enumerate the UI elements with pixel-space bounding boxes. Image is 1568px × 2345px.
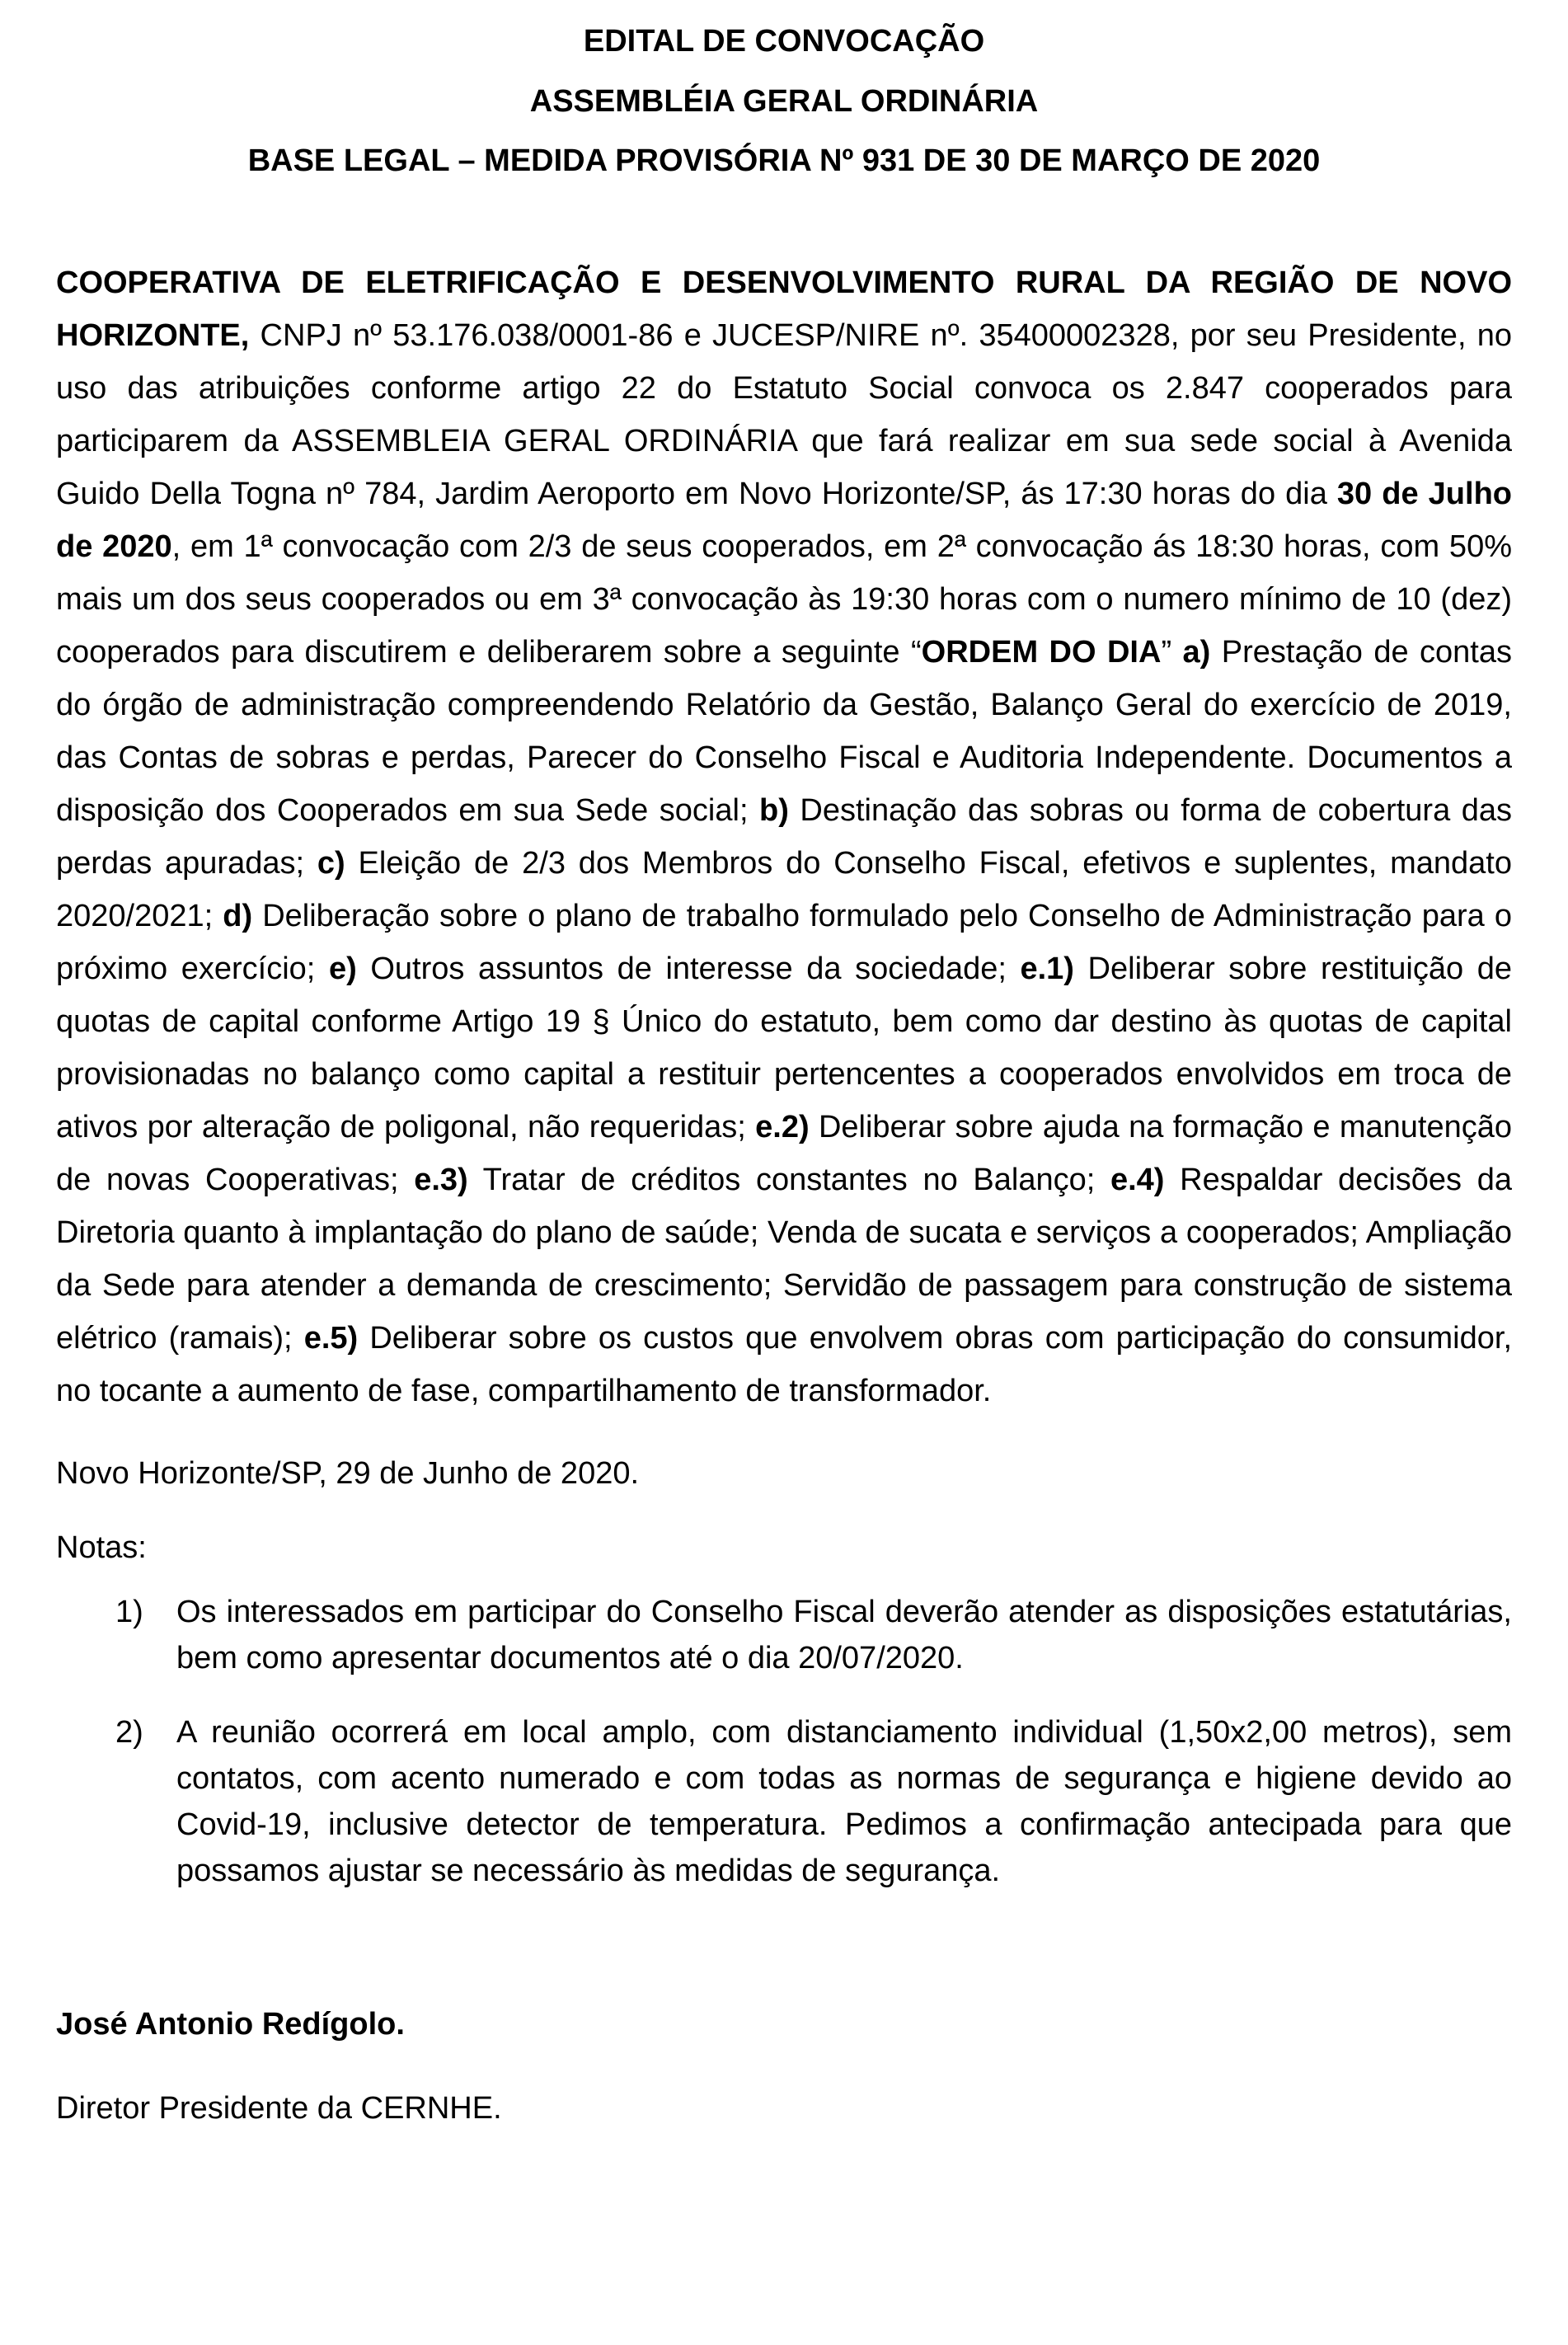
paragraph-text-1: CNPJ nº 53.176.038/0001-86 e JUCESP/NIRE nº. 35400002328, por seu Presidente, no uso das atribuições conforme artigo 22 do Estatuto Social convoca os 2.847 cooperados para participarem da ASSEMBLEIA GERAL ORDINÁRIA que fará realizar em sua sede social à Avenida Guido Della Togna nº 784, Jardim Aeroporto em Novo Horizonte/SP, ás 17:30 horas do dia	[56, 317, 1512, 511]
notes-list	[56, 1589, 1512, 1894]
note-number: 1)	[115, 1594, 143, 1629]
signatory-role: Diretor Presidente da CERNHE.	[56, 2090, 502, 2126]
note-item	[115, 1589, 1512, 1681]
paragraph-text-3: ”	[1161, 634, 1183, 670]
agenda-item-e5-label: e.5)	[303, 1320, 359, 1356]
paragraph-text-2: , em 1ª convocação com 2/3 de seus cooperados, em 2ª convocação ás 18:30 horas, com 50% mais um dos seus cooperados ou em 3ª convocação às 19:30 horas com o numero mínimo de 10 (dez) cooperados para discutirem e deliberarem sobre a seguinte “	[56, 529, 1512, 670]
agenda-heading: ORDEM DO DIA	[921, 634, 1162, 670]
agenda-item-d-text: Deliberação sobre o plano de trabalho formulado pelo Conselho de Administração para o próximo exercício;	[56, 898, 1512, 986]
signatory-name: José Antonio Redígolo.	[56, 2006, 405, 2042]
agenda-item-d-label: d)	[223, 898, 253, 933]
agenda-item-c-label: c)	[317, 845, 345, 881]
cooperative-name: COOPERATIVA DE ELETRIFICAÇÃO E DESENVOLVIMENTO RURAL DA REGIÃO DE NOVO HORIZONTE,	[56, 265, 1512, 353]
agenda-item-e4-label: e.4)	[1110, 1162, 1165, 1197]
header-subtitle: ASSEMBLÉIA GERAL ORDINÁRIA	[529, 83, 1039, 119]
agenda-item-e4-text: Respaldar decisões da Diretoria quanto à implantação do plano de saúde; Venda de sucata e serviços a cooperados; Ampliação da Sede para atender a demanda de crescimento; Servidão de passagem para construção de sistema elétrico (ramais);	[56, 1162, 1512, 1356]
agenda-item-e1-text: Deliberar sobre restituição de quotas de capital conforme Artigo 19 § Único do estatuto, bem como dar destino às quotas de capital provisionadas no balanço como capital a restituir pertencentes a cooperados envolvidos em troca de ativos por alteração de poligonal, não requeridas;	[56, 951, 1512, 1144]
header-legal-basis: BASE LEGAL – MEDIDA PROVISÓRIA Nº 931 DE 30 DE MARÇO DE 2020	[247, 143, 1321, 179]
agenda-item-a-text: Prestação de contas do órgão de administração compreendendo Relatório da Gestão, Balanço Geral do exercício de 2019, das Contas de sobras e perdas, Parecer do Conselho Fiscal e Auditoria Independente. Documentos a disposição dos Cooperados em sua Sede social;	[56, 634, 1512, 828]
place-and-date: Novo Horizonte/SP, 29 de Junho de 2020.	[56, 1455, 640, 1491]
convocation-paragraph	[56, 256, 1512, 1417]
note-item	[115, 1709, 1512, 1894]
note-text: A reunião ocorrerá em local amplo, com distanciamento individual (1,50x2,00 metros), sem contatos, com acento numerado e com todas as normas de segurança e higiene devido ao Covid-19, inclusive detector de temperatura. Pedimos a confirmação antecipada para que possamos ajustar se necessário às medidas de segurança.	[176, 1714, 1512, 1888]
meeting-date: 30 de Julho de 2020	[56, 476, 1512, 564]
agenda-item-e3-label: e.3)	[414, 1162, 468, 1197]
agenda-item-b-label: b)	[759, 792, 789, 828]
agenda-item-e2-text: Deliberar sobre ajuda na formação e manutenção de novas Cooperativas;	[56, 1109, 1512, 1197]
document-header	[56, 23, 1512, 181]
agenda-item-e3-text: Tratar de créditos constantes no Balanço;	[467, 1162, 1110, 1197]
agenda-item-a-label: a)	[1182, 634, 1211, 670]
agenda-item-c-text: Eleição de 2/3 dos Membros do Conselho Fiscal, efetivos e suplentes, mandato 2020/2021;	[56, 845, 1513, 933]
agenda-item-e-label: e)	[328, 951, 357, 986]
header-title: EDITAL DE CONVOCAÇÃO	[583, 24, 985, 59]
agenda-item-b-text: Destinação das sobras ou forma de cobertura das perdas apuradas;	[56, 792, 1512, 881]
agenda-item-e5-text: Deliberar sobre os custos que envolvem obras com participação do consumidor, no tocante a aumento de fase, compartilhamento de transformador.	[56, 1320, 1513, 1408]
agenda-item-e1-label: e.1)	[1020, 951, 1074, 986]
agenda-item-e-text: Outros assuntos de interesse da sociedade;	[356, 951, 1021, 986]
note-number: 2)	[115, 1714, 143, 1750]
notes-heading: Notas:	[56, 1530, 147, 1565]
agenda-item-e2-label: e.2)	[755, 1109, 810, 1144]
note-text: Os interessados em participar do Conselho Fiscal deverão atender as disposições estatutárias, bem como apresentar documentos até o dia 20/07/2020.	[176, 1594, 1512, 1675]
